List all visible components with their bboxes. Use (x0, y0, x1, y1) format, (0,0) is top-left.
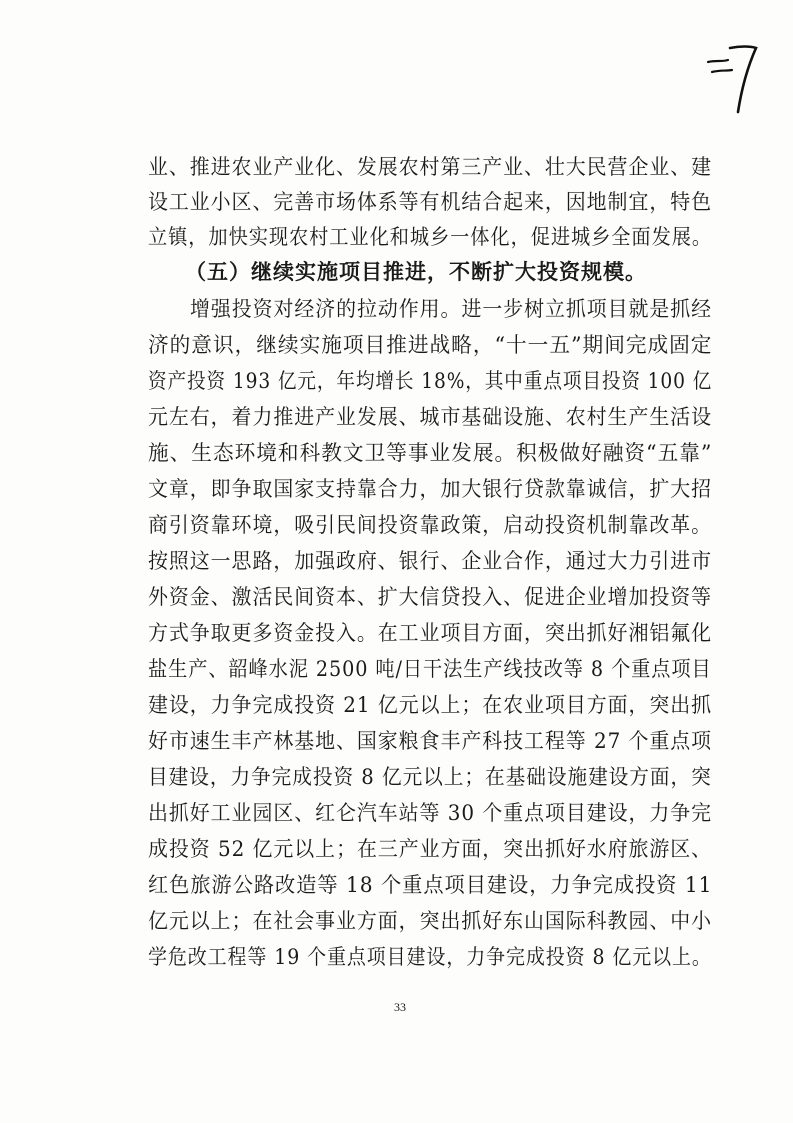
body-line-1: 业、推进农业产业化、发展农村第三产业、壮大民营企业、建 (148, 155, 713, 179)
body-line-5: 增强投资对经济的拉动作用。进一步树立抓项目就是抓经 (190, 297, 713, 321)
body-line-6: 济的意识，继续实施项目推进战略，“十一五”期间完成固定 (148, 333, 713, 357)
body-line-17: 好市速生丰产林基地、国家粮食丰产科技工程等 27 个重点项 (148, 729, 713, 753)
body-line-10: 文章，即争取国家支持靠合力，加大银行贷款靠诚信，扩大招 (148, 477, 713, 501)
body-line-13: 外资金、激活民间资本、扩大信贷投入、促进企业增加投资等 (148, 585, 713, 609)
body-line-9: 施、生态环境和科教文卫等事业发展。积极做好融资“五靠” (148, 441, 713, 465)
handwritten-page-mark (700, 40, 760, 120)
body-line-8: 元左右，着力推进产业发展、城市基础设施、农村生产生活设 (148, 405, 713, 429)
body-line-21: 红色旅游公路改造等 18 个重点项目建设，力争完成投资 11 (148, 873, 713, 897)
body-line-12: 按照这一思路，加强政府、银行、企业合作，通过大力引进市 (148, 549, 713, 573)
body-line-11: 商引资靠环境，吸引民间投资靠政策，启动投资机制靠改革。 (148, 513, 713, 537)
page-number: 33 (394, 1000, 406, 1014)
body-line-14: 方式争取更多资金投入。在工业项目方面，突出抓好湘铝氟化 (148, 621, 713, 645)
body-line-2: 设工业小区、完善市场体系等有机结合起来，因地制宜，特色 (148, 190, 713, 214)
body-line-23: 学危改工程等 19 个重点项目建设，力争完成投资 8 亿元以上。 (148, 945, 712, 969)
body-line-3: 立镇，加快实现农村工业化和城乡一体化，促进城乡全面发展。 (148, 225, 713, 249)
section-heading: （五）继续实施项目推进，不断扩大投资规模。 (185, 259, 647, 284)
body-line-15: 盐生产、韶峰水泥 2500 吨/日干法生产线技改等 8 个重点项目 (148, 657, 712, 681)
body-line-16: 建设，力争完成投资 21 亿元以上；在农业项目方面，突出抓 (148, 693, 713, 717)
body-line-20: 成投资 52 亿元以上；在三产业方面，突出抓好水府旅游区、 (148, 837, 713, 861)
body-line-7: 资产投资 193 亿元，年均增长 18%，其中重点项目投资 100 亿 (148, 369, 713, 393)
body-line-19: 出抓好工业园区、红仑汽车站等 30 个重点项目建设，力争完 (148, 801, 713, 825)
body-line-22: 亿元以上；在社会事业方面，突出抓好东山国际科教园、中小 (148, 909, 713, 933)
body-line-18: 目建设，力争完成投资 8 亿元以上；在基础设施建设方面，突 (148, 765, 712, 789)
